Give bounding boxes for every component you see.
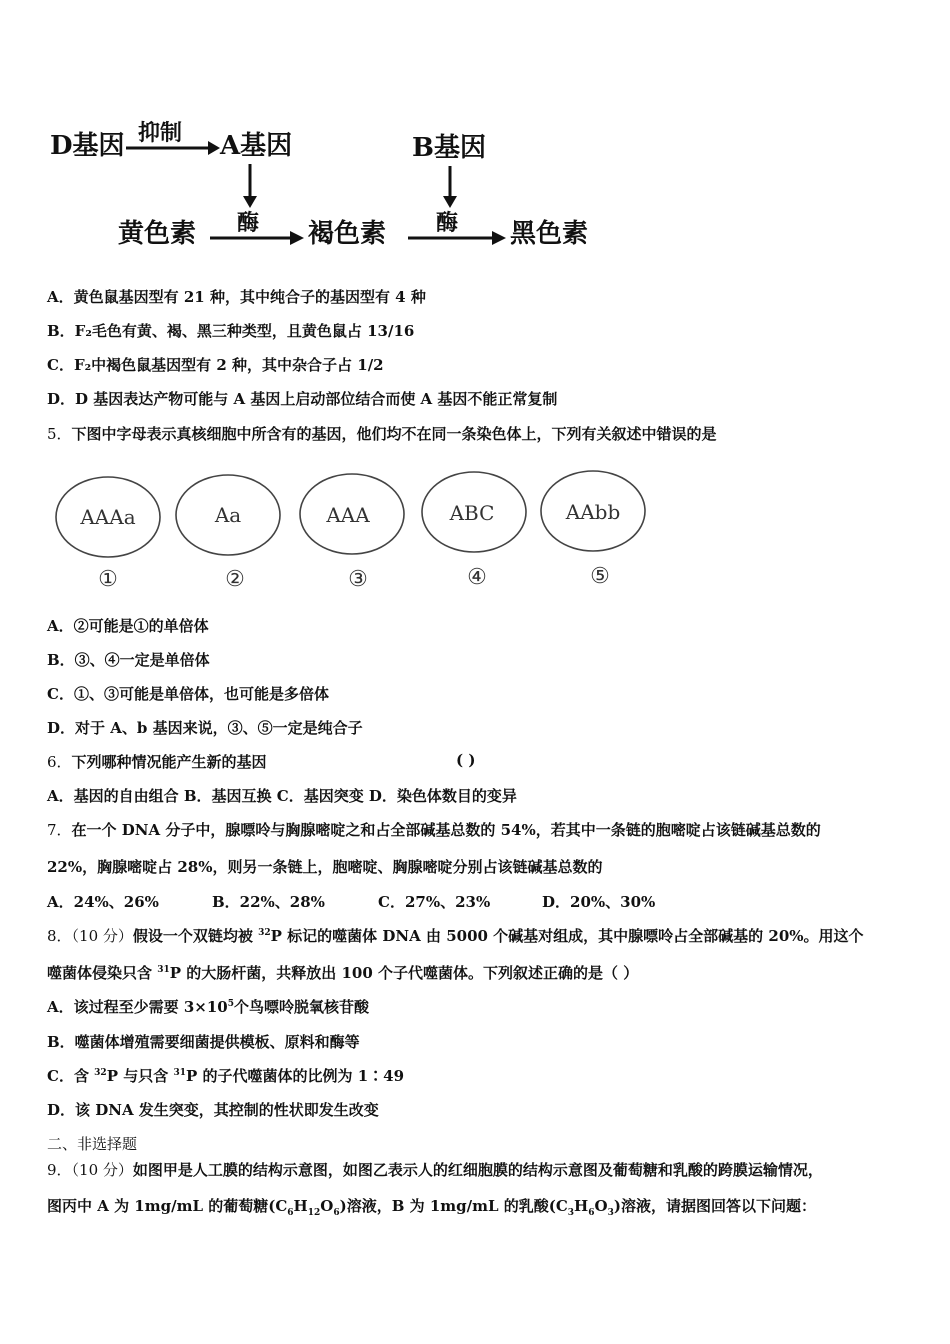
cell-4-genes: ABC	[449, 501, 495, 525]
q5-option-a: A．②可能是①的单倍体	[47, 617, 209, 635]
cells-figure	[40, 462, 660, 597]
q9-text: H	[293, 1197, 308, 1215]
q9-sub: 6	[588, 1208, 595, 1218]
black-pigment-label: 黑色素	[510, 219, 589, 249]
q7-number: 7．	[47, 821, 72, 839]
q7-stem-text-1: 在一个 DNA 分子中，腺嘌呤与胸腺嘧啶之和占全部碱基总数的 54%，若其中一条链的胞嘧啶占该链碱基总数的	[71, 821, 821, 839]
q6-number: 6．	[47, 753, 72, 771]
arrowhead-yellow-to-brown	[290, 231, 304, 245]
q9-sub: 12	[307, 1208, 321, 1218]
q8-text: 噬菌体侵染只含	[47, 964, 158, 982]
q8-text: A．该过程至少需要 3×10	[47, 998, 228, 1016]
yellow-pigment-label: 黄色素	[118, 219, 197, 249]
section-2-heading: 二、非选择题	[47, 1135, 138, 1153]
q4-option-b: B．F₂毛色有黄、褐、黑三种类型，且黄色鼠占 13/16	[47, 322, 415, 340]
q5-option-c: C．①、③可能是单倍体，也可能是多倍体	[47, 685, 329, 703]
q4-option-c: C．F₂中褐色鼠基因型有 2 种，其中杂合子占 1/2	[47, 356, 384, 374]
enzyme-1-label: 酶	[237, 210, 260, 236]
cell-1-label: ①	[98, 567, 118, 592]
q9-sub: 6	[333, 1208, 340, 1218]
q8-option-a	[47, 996, 369, 1017]
q9-text: )溶液，请据图回答以下问题：	[613, 1197, 816, 1215]
arrowhead-brown-to-black	[492, 231, 506, 245]
q7-option-b: B．22%、28%	[212, 893, 325, 911]
cell-5-genes: AAbb	[565, 500, 621, 524]
q7-option-c: C．27%、23%	[378, 893, 491, 911]
q8-sup: 32	[258, 928, 271, 938]
cell-4-label: ④	[467, 565, 487, 590]
q5-option-b: B．③、④一定是单倍体	[47, 651, 210, 669]
cell-2-genes: Aa	[214, 503, 242, 527]
q8-sup: 31	[173, 1068, 186, 1078]
b-down-arrowhead	[443, 196, 457, 208]
q9-stem-line-2	[47, 1195, 816, 1218]
cell-5-label: ⑤	[590, 564, 610, 589]
a-gene-label: A基因	[220, 131, 293, 161]
q7-option-d: D．20%、30%	[542, 893, 656, 911]
brown-pigment-label: 褐色素	[308, 219, 387, 249]
q5-stem-text: 下图中字母表示真核细胞中所含有的基因，他们均不在同一条染色体上，下列有关叙述中错误的是	[71, 425, 717, 443]
q7-stem-line-1	[47, 819, 821, 840]
q7-stem-line-2: 22%，胸腺嘧啶占 28%，则另一条链上，胞嘧啶、胸腺嘧啶分别占该链碱基总数的	[47, 858, 603, 876]
q8-sup: 5	[227, 999, 235, 1009]
a-down-arrowhead	[243, 196, 257, 208]
q9-stem-text-1: 如图甲是人工膜的结构示意图，如图乙表示人的红细胞膜的结构示意图及葡萄糖和乳酸的跨膜运输情况，	[132, 1161, 823, 1179]
q5-option-d: D．对于 A、b 基因来说，③、⑤一定是纯合子	[47, 719, 363, 737]
cell-3-label: ③	[348, 567, 368, 592]
q5-number: 5．	[47, 425, 72, 443]
inhibit-arrowhead	[208, 141, 220, 155]
q7-option-a: A．24%、26%	[47, 893, 159, 911]
cell-1-genes: AAAa	[80, 505, 136, 529]
d-gene-label: D基因	[50, 131, 125, 161]
b-gene-label: B基因	[412, 133, 486, 163]
q9-sub: 3	[607, 1208, 614, 1218]
q9-text: H	[574, 1197, 589, 1215]
q8-stem-line-1	[47, 925, 864, 946]
q4-option-d: D．D 基因表达产物可能与 A 基因上启动部位结合而使 A 基因不能正常复制	[47, 390, 558, 408]
cell-2-label: ②	[225, 567, 245, 592]
q9-sub: 6	[287, 1208, 294, 1218]
q8-number: 8．（10 分）	[47, 927, 133, 945]
q4-option-a: A．黄色鼠基因型有 21 种，其中纯合子的基因型有 4 种	[47, 288, 426, 306]
q9-sub: 3	[567, 1208, 575, 1218]
q8-text: 假设一个双链均被	[132, 927, 259, 945]
q8-sup: 31	[157, 965, 170, 975]
gene-pathway-diagram	[40, 112, 640, 262]
q8-option-d: D．该 DNA 发生突变，其控制的性状即发生改变	[47, 1101, 379, 1119]
q9-text: )溶液，B 为 1mg/mL 的乳酸(C	[339, 1197, 568, 1215]
q9-text: 图丙中 A 为 1mg/mL 的葡萄糖(C	[47, 1197, 288, 1215]
q8-text: P 标记的噬菌体 DNA 由 5000 个碱基对组成，其中腺嘌呤占全部碱基的 20%。用这个	[270, 927, 864, 945]
q8-sup: 32	[94, 1068, 107, 1078]
q6-stem	[47, 751, 267, 772]
q6-answer-bracket: ( )	[456, 751, 476, 769]
q8-text: P 的子代噬菌体的比例为 1∶49	[185, 1067, 405, 1085]
q6-options: A．基因的自由组合 B．基因互换 C．基因突变 D．染色体数目的变异	[47, 787, 517, 805]
inhibit-label: 抑制	[138, 120, 183, 146]
cell-3-genes: AAA	[326, 503, 370, 527]
q8-text: C．含	[47, 1067, 95, 1085]
q9-number: 9．（10 分）	[47, 1161, 133, 1179]
q8-text: P 的大肠杆菌，共释放出 100 个子代噬菌体。下列叙述正确的是（ ）	[169, 964, 639, 982]
q8-text: P 与只含	[106, 1067, 174, 1085]
q8-option-b: B．噬菌体增殖需要细菌提供模板、原料和酶等	[47, 1033, 360, 1051]
q9-text: O	[594, 1197, 608, 1215]
q6-stem-text: 下列哪种情况能产生新的基因	[71, 753, 267, 771]
q8-text: 个鸟嘌呤脱氧核苷酸	[234, 998, 370, 1016]
q8-stem-line-2	[47, 962, 638, 983]
q9-stem-line-1	[47, 1159, 823, 1180]
q5-stem	[47, 423, 717, 444]
enzyme-2-label: 酶	[436, 210, 459, 236]
q9-text: O	[320, 1197, 334, 1215]
q8-option-c	[47, 1065, 404, 1086]
